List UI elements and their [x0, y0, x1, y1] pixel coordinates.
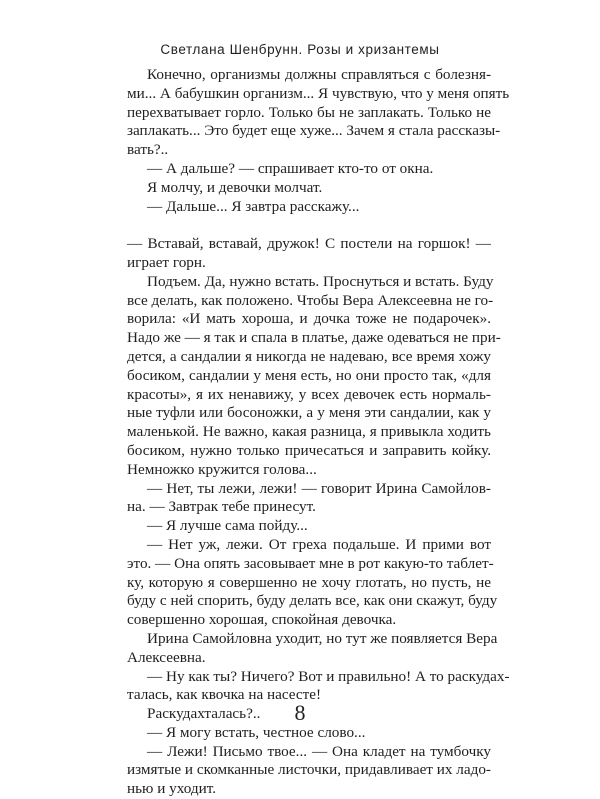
text-line: вать?..: [127, 141, 169, 159]
text-line: играет горн.: [127, 253, 206, 271]
text-line: совершенно хорошая, спокойная девочка.: [127, 611, 397, 629]
text-line: Раскудахталась?..: [147, 705, 261, 723]
text-line: буду с ней спорить, буду делать все, как они скажут, буду: [127, 592, 498, 610]
text-line: нью и уходит.: [127, 780, 217, 798]
text-line: Надо же — я так и спала в платье, даже одеваться не при-: [127, 329, 501, 347]
text-line: босиком, сандалии у меня есть, но они просто так, «для: [127, 366, 491, 384]
body-text: [127, 66, 510, 799]
text-line: измятые и скомканные листочки, придавливает их ладо-: [127, 761, 491, 779]
text-line: — Лежи! Письмо твое... — Она кладет на тумбочку: [147, 742, 491, 760]
text-line: — Нет, ты лежи, лежи! — говорит Ирина Самойлов-: [147, 479, 491, 497]
text-line: Я молчу, и девочки молчат.: [147, 178, 323, 196]
text-line: — Ну как ты? Ничего? Вот и правильно! А то раскудах-: [147, 667, 510, 685]
text-line: это. — Она опять засовывает мне в рот какую-то таблет-: [127, 554, 494, 572]
text-line: красоты», я их ненавижу, у всех девочек есть нормаль-: [127, 385, 491, 403]
text-line: заплакать... Это будет еще хуже... Зачем я стала рассказы-: [127, 122, 501, 140]
text-line: — Вставай, вставай, дружок! С постели на горшок! —: [127, 235, 491, 253]
page-number: 8: [294, 700, 306, 725]
text-line: Подъем. Да, нужно встать. Проснуться и встать. Буду: [147, 272, 494, 290]
section-break: [127, 216, 491, 235]
text-line: все делать, как положено. Чтобы Вера Алексеевна не го-: [127, 291, 494, 309]
text-line: маленькой. Не важно, какая разница, я привыкла ходить: [127, 423, 491, 441]
text-line: талась, как квочка на насесте!: [127, 686, 322, 704]
text-line: ку, которую я совершенно не хочу глотать, но пусть, не: [127, 573, 491, 591]
text-line: Конечно, организмы должны справляться с болезня-: [147, 66, 491, 83]
text-line: — А дальше? — спрашивает кто-то от окна.: [147, 159, 434, 177]
running-head: Светлана Шенбрунн. Розы и хризантемы: [160, 42, 440, 57]
text-line: на. — Завтрак тебе принесут.: [127, 498, 316, 516]
text-line: Немножко кружится голова...: [127, 460, 317, 478]
text-line: босиком, нужно только причесаться и заправить койку.: [127, 441, 491, 459]
text-line: дется, а сандалии я никогда не надеваю, все время хожу: [127, 347, 491, 365]
text-line: Ирина Самойловна уходит, но тут же появляется Вера: [147, 629, 498, 647]
text-line: ные туфли или босоножки, а у меня эти сандалии, как у: [127, 404, 491, 422]
text-line: перехватывает горло. Только бы не заплакать. Только не: [127, 103, 491, 121]
text-line: ворила: «И мать хороша, и дочка тоже не подарочек».: [127, 310, 491, 328]
text-line: Алексеевна.: [127, 648, 206, 666]
text-line: — Я лучше сама пойду...: [147, 517, 308, 535]
text-line: — Нет уж, лежи. От греха подальше. И прими вот: [147, 535, 491, 553]
text-line: — Я могу встать, честное слово...: [147, 723, 366, 741]
text-line: ми... А бабушкин организм... Я чувствую, что у меня опять: [127, 84, 510, 102]
text-line: — Дальше... Я завтра расскажу...: [147, 197, 360, 215]
